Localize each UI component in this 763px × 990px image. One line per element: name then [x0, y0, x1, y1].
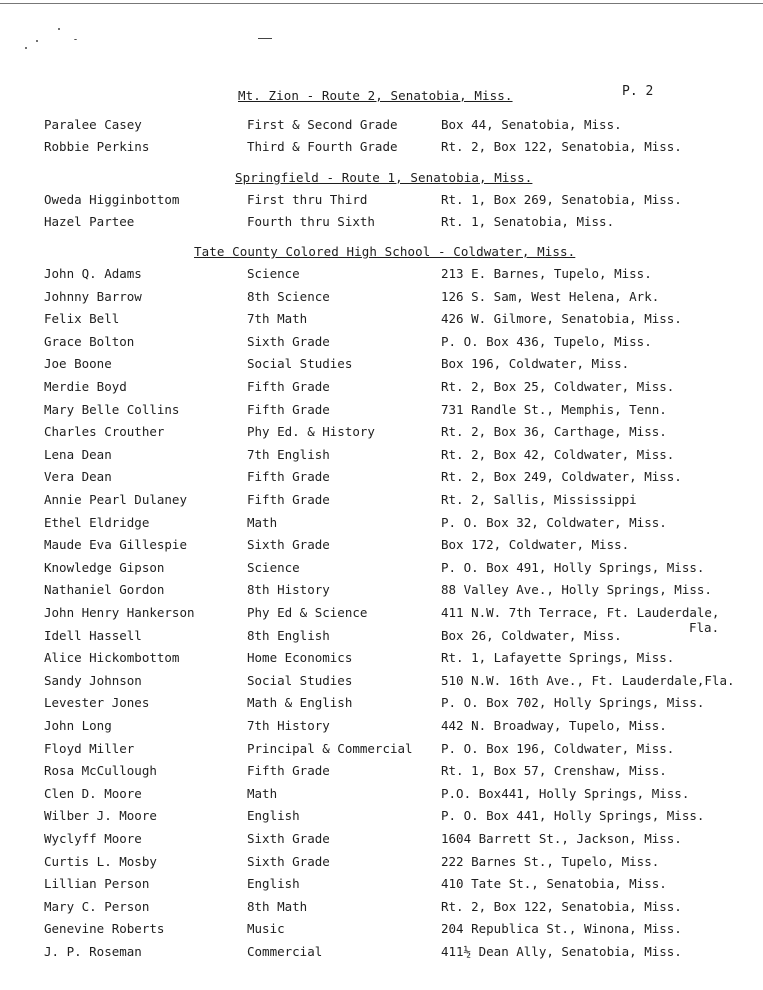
list-item	[0, 582, 763, 600]
teacher-subject: Music	[247, 921, 285, 937]
teacher-address: P. O. Box 441, Holly Springs, Miss.	[441, 808, 705, 824]
teacher-address: Rt. 2, Box 122, Senatobia, Miss.	[441, 898, 682, 914]
teacher-subject: First & Second Grade	[247, 117, 398, 132]
teacher-address: P.O. Box441, Holly Springs, Miss.	[441, 785, 690, 801]
list-item	[0, 560, 763, 578]
teacher-subject: Sixth Grade	[247, 333, 330, 349]
teacher-subject: Principal & Commercial	[247, 740, 413, 756]
teacher-subject: Math & English	[247, 695, 353, 711]
list-item	[0, 139, 763, 157]
teacher-address: 411½ Dean Ally, Senatobia, Miss.	[441, 944, 682, 959]
teacher-address: 88 Valley Ave., Holly Springs, Miss.	[441, 582, 712, 598]
teacher-name: Charles Crouther	[44, 424, 165, 440]
teacher-name: Merdie Boyd	[44, 379, 127, 394]
teacher-address: Rt. 1, Box 269, Senatobia, Miss.	[441, 192, 682, 207]
list-item	[0, 854, 763, 872]
teacher-address: 411 N.W. 7th Terrace, Ft. Lauderdale,	[441, 605, 720, 620]
list-item	[0, 650, 763, 668]
address-continuation: Fla.	[689, 620, 720, 635]
teacher-subject: Sixth Grade	[247, 537, 330, 553]
teacher-subject: Sixth Grade	[247, 831, 330, 846]
teacher-name: J. P. Roseman	[44, 944, 142, 959]
list-item	[0, 921, 763, 939]
list-item	[0, 695, 763, 713]
teacher-name: Ethel Eldridge	[44, 514, 150, 530]
teacher-subject: Sixth Grade	[247, 853, 330, 869]
teacher-name: Hazel Partee	[44, 214, 135, 229]
teacher-subject: Science	[247, 266, 300, 281]
list-item	[0, 673, 763, 691]
list-item	[0, 214, 763, 232]
teacher-subject: 8th History	[247, 582, 330, 598]
teacher-name: Sandy Johnson	[44, 672, 142, 688]
teacher-address: 426 W. Gilmore, Senatobia, Miss.	[441, 311, 682, 327]
list-item	[0, 447, 763, 465]
teacher-subject: Phy Ed & Science	[247, 605, 368, 620]
list-item	[0, 469, 763, 487]
teacher-name: Lena Dean	[44, 446, 112, 462]
list-item	[0, 786, 763, 804]
teacher-subject: Commercial	[247, 944, 323, 959]
teacher-address: Rt. 1, Box 57, Crenshaw, Miss.	[441, 763, 667, 779]
list-item	[0, 311, 763, 329]
list-item	[0, 192, 763, 210]
page-top-border	[0, 3, 763, 4]
teacher-address: Box 26, Coldwater, Miss.	[441, 627, 622, 643]
teacher-address: Rt. 2, Box 25, Coldwater, Miss.	[441, 379, 675, 394]
list-item	[0, 492, 763, 510]
teacher-subject: Social Studies	[247, 356, 353, 372]
teacher-address: Rt. 2, Box 36, Carthage, Miss.	[441, 424, 667, 440]
teacher-name: Knowledge Gipson	[44, 559, 165, 575]
teacher-name: John Long	[44, 718, 112, 733]
teacher-address: 1604 Barrett St., Jackson, Miss.	[441, 831, 682, 846]
teacher-name: Felix Bell	[44, 311, 120, 327]
teacher-subject: Third & Fourth Grade	[247, 139, 398, 154]
teacher-name: John Q. Adams	[44, 266, 142, 281]
section-title-springfield: Springfield - Route 1, Senatobia, Miss.	[235, 170, 533, 185]
teacher-address: Rt. 2, Box 42, Coldwater, Miss.	[441, 446, 675, 462]
scan-speck	[36, 40, 38, 42]
list-item	[0, 741, 763, 759]
teacher-subject: 8th Science	[247, 288, 330, 304]
list-item	[0, 266, 763, 284]
teacher-name: Joe Boone	[44, 356, 112, 372]
teacher-address: Rt. 1, Senatobia, Miss.	[441, 214, 615, 229]
teacher-name: Floyd Miller	[44, 740, 135, 756]
list-item	[0, 334, 763, 352]
teacher-name: Mary C. Person	[44, 898, 150, 914]
teacher-address: 731 Randle St., Memphis, Tenn.	[441, 401, 667, 417]
teacher-name: Vera Dean	[44, 469, 112, 485]
scan-speck	[258, 38, 272, 39]
teacher-address: 222 Barnes St., Tupelo, Miss.	[441, 853, 660, 869]
list-item	[0, 537, 763, 555]
teacher-name: Levester Jones	[44, 695, 150, 711]
list-item	[0, 808, 763, 826]
teacher-subject: Science	[247, 559, 300, 575]
teacher-subject: Fourth thru Sixth	[247, 214, 375, 229]
list-item	[0, 831, 763, 849]
teacher-name: Curtis L. Mosby	[44, 853, 157, 869]
teacher-name: Wilber J. Moore	[44, 808, 157, 824]
list-item	[0, 356, 763, 374]
teacher-subject: English	[247, 808, 300, 824]
teacher-name: Oweda Higginbottom	[44, 192, 180, 207]
teacher-address: Rt. 2, Sallis, Mississippi	[441, 492, 637, 507]
teacher-subject: 8th English	[247, 627, 330, 643]
teacher-address: Rt. 1, Lafayette Springs, Miss.	[441, 650, 675, 666]
scan-speck	[74, 39, 77, 40]
teacher-address: 126 S. Sam, West Helena, Ark.	[441, 288, 660, 304]
teacher-address: Rt. 2, Box 122, Senatobia, Miss.	[441, 139, 682, 154]
teacher-address: 213 E. Barnes, Tupelo, Miss.	[441, 266, 652, 281]
teacher-subject: Social Studies	[247, 672, 353, 688]
teacher-subject: 7th History	[247, 718, 330, 733]
list-item	[0, 424, 763, 442]
teacher-name: Mary Belle Collins	[44, 401, 180, 417]
teacher-subject: Math	[247, 785, 278, 801]
scan-speck	[58, 28, 60, 30]
list-item	[0, 605, 763, 623]
teacher-address: 410 Tate St., Senatobia, Miss.	[441, 876, 667, 892]
teacher-name: Idell Hassell	[44, 627, 142, 643]
list-item	[0, 379, 763, 397]
teacher-address: P. O. Box 196, Coldwater, Miss.	[441, 740, 675, 756]
teacher-subject: Fifth Grade	[247, 401, 330, 417]
page-number: P. 2	[622, 84, 654, 99]
teacher-name: Clen D. Moore	[44, 785, 142, 801]
teacher-subject: English	[247, 876, 300, 892]
teacher-address: Box 196, Coldwater, Miss.	[441, 356, 630, 372]
list-item	[0, 944, 763, 962]
teacher-name: John Henry Hankerson	[44, 605, 195, 620]
teacher-name: Grace Bolton	[44, 333, 135, 349]
teacher-name: Genevine Roberts	[44, 921, 165, 937]
list-item	[0, 763, 763, 781]
teacher-address: P. O. Box 436, Tupelo, Miss.	[441, 333, 652, 349]
teacher-name: Nathaniel Gordon	[44, 582, 165, 598]
teacher-name: Rosa McCullough	[44, 763, 157, 779]
teacher-subject: Math	[247, 514, 278, 530]
teacher-subject: 7th English	[247, 446, 330, 462]
teacher-name: Annie Pearl Dulaney	[44, 492, 187, 507]
teacher-name: Paralee Casey	[44, 117, 142, 132]
list-item	[0, 628, 763, 646]
teacher-name: Wyclyff Moore	[44, 831, 142, 846]
teacher-subject: Fifth Grade	[247, 763, 330, 779]
teacher-subject: 8th Math	[247, 898, 308, 914]
teacher-address: Rt. 2, Box 249, Coldwater, Miss.	[441, 469, 682, 485]
list-item	[0, 718, 763, 736]
section-title-tate-county: Tate County Colored High School - Coldwater, Miss.	[194, 244, 576, 259]
list-item	[0, 876, 763, 894]
teacher-name: Maude Eva Gillespie	[44, 537, 187, 553]
section-title-mt-zion: Mt. Zion - Route 2, Senatobia, Miss.	[238, 88, 513, 103]
teacher-address: Box 172, Coldwater, Miss.	[441, 537, 630, 553]
teacher-subject: First thru Third	[247, 192, 368, 207]
teacher-address: P. O. Box 491, Holly Springs, Miss.	[441, 559, 705, 575]
teacher-address: Box 44, Senatobia, Miss.	[441, 117, 622, 132]
teacher-address: 442 N. Broadway, Tupelo, Miss.	[441, 718, 667, 733]
list-item	[0, 515, 763, 533]
teacher-subject: Fifth Grade	[247, 379, 330, 394]
teacher-address: 510 N.W. 16th Ave., Ft. Lauderdale,Fla.	[441, 672, 735, 688]
list-item	[0, 899, 763, 917]
list-item	[0, 117, 763, 135]
teacher-subject: 7th Math	[247, 311, 308, 327]
teacher-name: Lillian Person	[44, 876, 150, 892]
teacher-address: 204 Republica St., Winona, Miss.	[441, 921, 682, 937]
teacher-subject: Home Economics	[247, 650, 353, 666]
teacher-name: Johnny Barrow	[44, 288, 142, 304]
list-item	[0, 402, 763, 420]
teacher-address: P. O. Box 32, Coldwater, Miss.	[441, 514, 667, 530]
list-item	[0, 289, 763, 307]
teacher-subject: Phy Ed. & History	[247, 424, 375, 440]
teacher-name: Robbie Perkins	[44, 139, 150, 154]
teacher-address: P. O. Box 702, Holly Springs, Miss.	[441, 695, 705, 711]
teacher-subject: Fifth Grade	[247, 492, 330, 507]
scan-speck	[25, 47, 27, 49]
teacher-subject: Fifth Grade	[247, 469, 330, 485]
teacher-name: Alice Hickombottom	[44, 650, 180, 666]
